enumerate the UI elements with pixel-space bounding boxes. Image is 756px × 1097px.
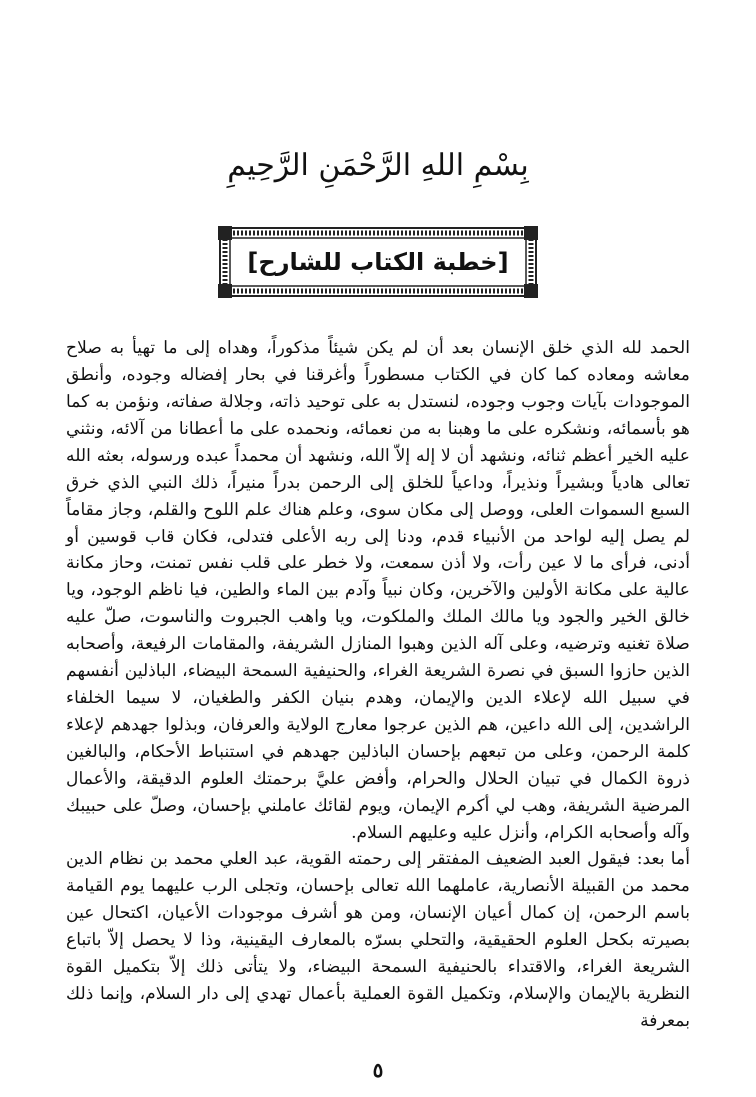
basmala-heading: بِسْمِ اللهِ الرَّحْمَنِ الرَّحِيمِ: [227, 148, 529, 183]
section-title: [خطبة الكتاب للشارح]: [247, 248, 509, 276]
paragraph-khutba: الحمد لله الذي خلق الإنسان بعد أن لم يكن شيئاً مذكوراً، وهداه إلى ما تهيأ به صلاح معاشه ومعاده كما كان في الكتاب مسطوراً وأغرقنا في بحار إفضاله وجوده، وأنطق الموجودات بآيات وجوب وجوده، لنستدل به على توحيد ذاته، وجلالة صفاته، ونؤمن به كما هو بأسمائه، ونشكره على ما وهبنا به من نعمائه، ونحمده على ما أعطانا من آلائه، ونثني عليه الخير أعظم ثنائه، ونشهد أن لا إله إلاّ الله، ونشهد أن محمداً عبده ورسوله، بعثه الله تعالى هادياً وبشيراً ونذيراً، وداعياً للخلق إلى الرحمن بدراً منيراً، ذلك النبي الذي خرق السبع السموات العلى، ووصل إلى مكان سوى، وعلم هناك علم اللوح والقلم، وجاز مقاماً لم يصل إليه لواحد من الأنبياء قدم، ودنا إلى ربه الأعلى فتدلى، فكان قاب قوسين أو أدنى، فرأى ما لا عين رأت، ولا أذن سمعت، ولا خطر على قلب نفس تمنت، وحاز مكانة عالية على مكانة الأولين والآخرين، وكان نبياً وآدم بين الماء والطين، فيا ناظم الوجود، ويا خالق الخير والجود ويا مالك الملك والملكوت، ويا واهب الجبروت والناسوت، صلّ عليه صلاة تغنيه وترضيه، وعلى آله الذين وهبوا المنازل الشريفة، والمقامات الرفيعة، وأصحابه الذين حازوا السبق في نصرة الشريعة الغراء، والحنيفية السمحة البيضاء، الباذلين أنفسهم في سبيل الله لإعلاء الدين والإيمان، وهدم بنيان الكفر والطغيان، لا سيما الخلفاء الراشدين، إلى الله داعين، هم الذين عرجوا معارج الولاية والعرفان، وبذلوا جهدهم لإعلاء كلمة الرحمن، وعلى من تبعهم بإحسان الباذلين جهدهم في استنباط الأحكام، والبالغين ذروة الكمال في تبيان الحلال والحرام، وأفض عليَّ برحمتك العلوم الدقيقة، والأعمال المرضية الشريفة، وهب لي أكرم الإيمان، ويوم لقائك عاملني بإحسان، وصلّ على حبيبك وآله وأصحابه الكرام، وأنزل عليه وعليهم السلام.: [66, 338, 690, 843]
page-number: ٥: [372, 1058, 384, 1082]
paragraph-amma-bad: أما بعد: فيقول العبد الضعيف المفتقر إلى رحمته القوية، عبد العلي محمد بن نظام الدين محمد من القبيلة الأنصارية، عاملهما الله تعالى بإحسان، وتجلى الرب عليهما يوم القيامة باسم الرحمن، إن كمال أعيان الإنسان، ومن هو أشرف موجودات الأعيان، اكتحال عين بصيرته بكحل العلوم الحقيقية، والتحلي بسرّه بالمعارف اليقينية، وذا لا يحصل إلاّ باتباع الشريعة الغراء، والاقتداء بالحنيفية السمحة البيضاء، ولا يتأتى ذلك إلاّ بتكميل القوة النظرية بالإيمان والإسلام، وتكميل القوة العملية بأعمال تهدي إلى دار السلام، وإنما ذلك بمعرفة: [66, 849, 690, 1031]
section-title-frame: [218, 226, 538, 298]
